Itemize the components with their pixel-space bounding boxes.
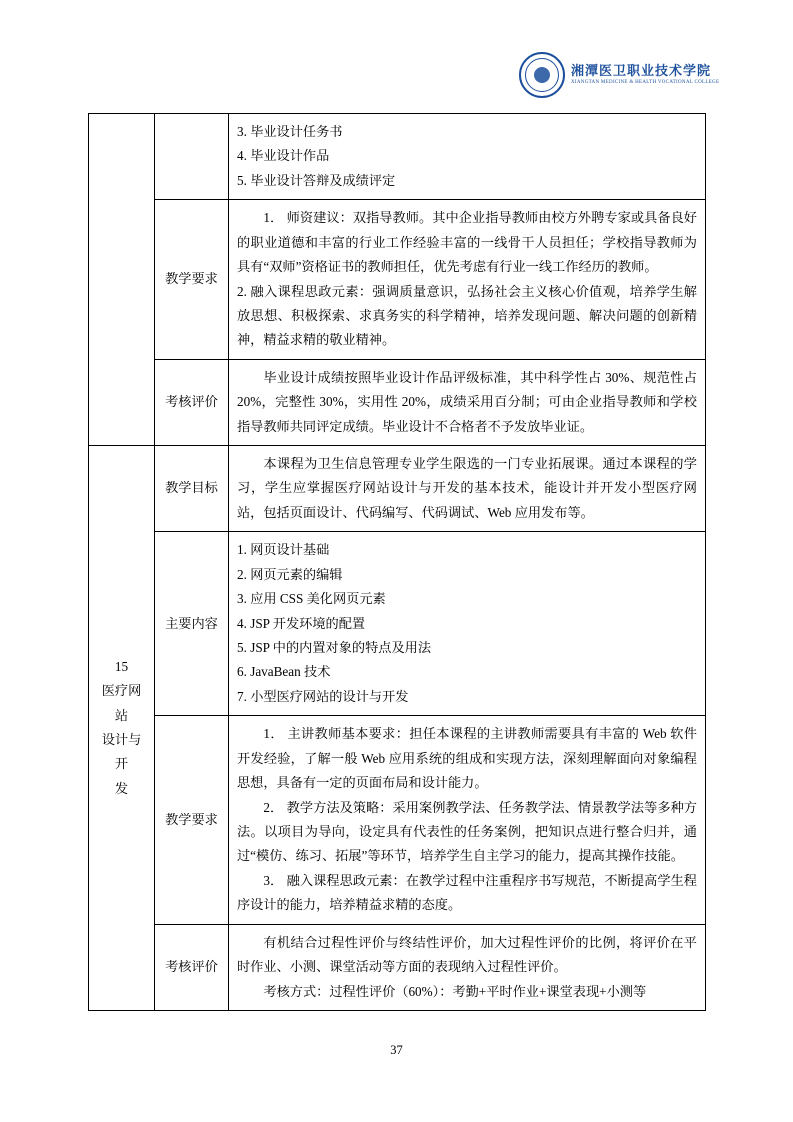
body-line: 3． 融入课程思政元素：在教学过程中注重程序书写规范，不断提高学生程序设计的能力，培养精益求精的态度。 [237,872,697,913]
row-body-cell [229,200,706,360]
body-line: 1. 网页设计基础 [237,542,330,558]
body-line: 本课程为卫生信息管理专业学生限选的一门专业拓展课。通过本课程的学习，学生应掌握医疗网站设计与开发的基本技术，能设计并开发小型医疗网站，包括页面设计、代码编写、代码调试、Web 应用发布等。 [237,456,697,520]
course-no-cell-prev [89,114,155,446]
body-line: 1． 主讲教师基本要求：担任本课程的主讲教师需要具有丰富的 Web 软件开发经验，了解一般 Web 应用系统的组成和实现方法，深刻理解面向对象编程思想，具备有一定的页面布局和设计能力。 [237,726,697,791]
table-row [89,200,706,360]
row-label-cell: 教学目标 [155,446,229,532]
body-line: 2. 网页元素的编辑 [237,566,343,582]
row-body-cell [229,924,706,1010]
curriculum-table [88,113,706,1011]
table-row [89,359,706,445]
row-label-cell: 主要内容 [155,532,229,716]
body-line: 考核方式：过程性评价（60%）：考勤+平时作业+课堂表现+小测等 [263,983,647,999]
row-body-cell [229,114,706,200]
body-line: 3. 毕业设计任务书 [237,124,343,139]
body-line: 5. 毕业设计答辩及成绩评定 [237,172,396,188]
college-logo [519,52,720,98]
row-label-cell: 考核评价 [155,359,229,445]
course-no-line: 15 [114,658,129,674]
row-body-cell [229,532,706,716]
body-line: 4. 毕业设计作品 [237,148,330,164]
row-body-cell [229,716,706,924]
college-name-cn: 湘潭医卫职业技术学院 [571,63,712,79]
body-line: 1． 师资建议：双指导教师。其中企业指导教师由校方外聘专家或具备良好的职业道德和丰富的行业工作经验丰富的一线骨干人员担任；学校指导教师为具有“双师”资格证书的教师担任，优先考虑有行业一线工作经历的教师。 [237,210,697,275]
table-row [89,716,706,924]
row-label-cell: 教学要求 [155,200,229,360]
body-line: 6. JavaBean 技术 [237,664,331,680]
row-label-cell [155,114,229,200]
body-line: 2． 教学方法及策略：采用案例教学法、任务教学法、情景教学法等多种方法。以项目为导向，设定具有代表性的任务案例，把知识点进行整合归并，通过“模仿、练习、拓展”等环节，培养学生自主学习的能力，提高其操作技能。 [237,799,697,864]
table-row [89,924,706,1010]
college-name-en: XIANGTAN MEDICINE & HEALTH VOCATIONAL COLLEGE [571,80,720,86]
course-name-line: 设计与开 [101,731,142,772]
row-label-cell: 教学要求 [155,716,229,924]
course-name-line: 医疗网站 [101,683,142,723]
body-line: 3. 应用 CSS 美化网页元素 [237,591,386,607]
page-number: 37 [390,1043,403,1057]
table-row [89,446,706,532]
body-line: 2. 融入课程思政元素：强调质量意识，弘扬社会主义核心价值观，培养学生解放思想、积极探索、求真务实的科学精神，培养发现问题、解决问题的创新精神，精益求精的敬业精神。 [237,283,697,348]
body-line: 毕业设计成绩按照毕业设计作品评级标准，其中科学性占 30%、规范性占 20%，完整性 30%，实用性 20%，成绩采用百分制；可由企业指导教师和学校指导教师共同评定成绩。毕业设计不合格者不予发放毕业证。 [237,369,697,434]
row-body-cell [229,359,706,445]
body-line: 有机结合过程性评价与终结性评价，加大过程性评价的比例，将评价在平时作业、小测、课堂活动等方面的表现纳入过程性评价。 [237,934,697,975]
row-label-cell: 考核评价 [155,924,229,1010]
body-line: 7. 小型医疗网站的设计与开发 [237,688,409,704]
course-name-line: 发 [114,780,129,796]
row-body-cell [229,446,706,532]
college-logo-text [571,64,719,86]
body-line: 5. JSP 中的内置对象的特点及用法 [237,640,432,656]
table-row [89,114,706,200]
body-line: 4. JSP 开发环境的配置 [237,615,366,631]
course-no-cell [89,446,155,1011]
table-row [89,532,706,716]
college-seal-icon [519,52,565,98]
